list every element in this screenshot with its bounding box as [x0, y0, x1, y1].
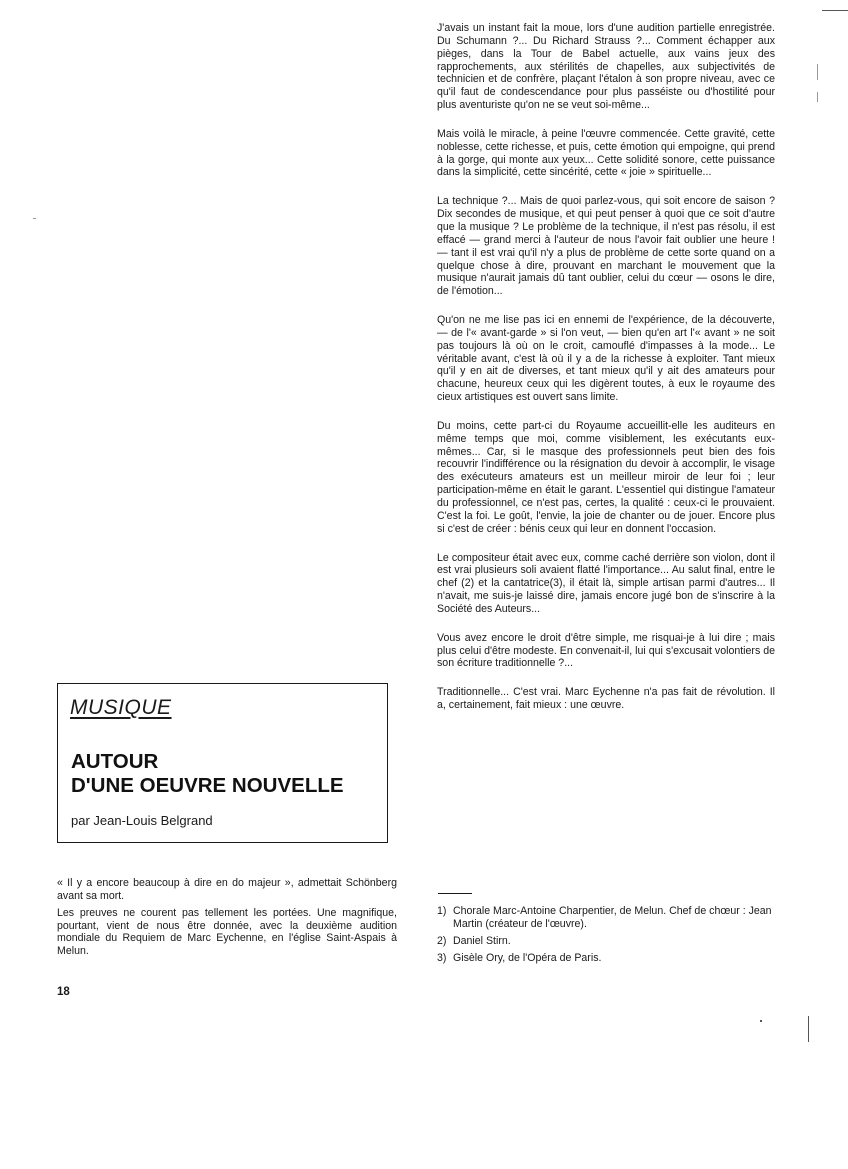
footnotes	[437, 905, 775, 968]
paragraph: Qu'on ne me lise pas ici en ennemi de l'expérience, de la découverte, — de l'« avant-garde » si l'on veut, — bien qu'en art l'« avant » ne soit pas toujours là où on le croit, camouflé d'impasses à la mode... Le véritable avant, c'est là où il y a de la richesse à exploiter. Tant mieux qu'il y en ait de diverses, et tant mieux qu'il y ait des amateurs pour chacune, heureux ceux qui les digèrent toutes, à eux le royaume des cieux artistiques est ouvert sans limite.	[437, 314, 775, 404]
paragraph: J'avais un instant fait la moue, lors d'une audition partielle enregistrée. Du Schumann ?... Du Richard Strauss ?... Comment échapper aux pièges, dans la Tour de Babel actuelle, aux vains jeux des rapprochements, aux stérilités de chapelles, aux subjectivités de technicien et de confrère, plaçant l'étalon à son propre niveau, avec ce qu'il faut de condescendance pour plus passéiste ou d'hostilité pour plus aventuriste qu'on ne se veut soi-même...	[437, 22, 775, 112]
footnote	[437, 935, 775, 948]
footnote-number: 3)	[437, 951, 447, 964]
scan-mark	[817, 92, 818, 102]
page-number: 18	[57, 986, 70, 998]
footnote	[437, 952, 775, 965]
scan-mark	[822, 10, 848, 11]
scan-mark	[33, 218, 36, 219]
footnote-number: 1)	[437, 905, 447, 917]
paragraph: Du moins, cette part-ci du Royaume accueillit-elle les auditeurs en même temps que moi, comme visiblement, les exécutants eux-mêmes... Car, si le masque des professionnels peut bien des fois recouvrir l'indifférence ou la résignation du devoir à accomplir, le visage des exécuteurs amateurs est un meilleur miroir de leur foi ; leur participation-même en était le garant. L'essentiel qui distingue l'amateur du professionnel, ce n'est pas, certes, la qualité : ceux-ci le prouvaient. C'est la foi. Le goût, l'envie, la joie de chanter ou de jouer. Encore plus si c'est de créer : bénis ceux qui leur en donnent l'occasion.	[437, 419, 775, 535]
paragraph: Les preuves ne courent pas tellement les portées. Une magnifique, pourtant, vient de nous être donnée, avec la deuxième audition mondiale du Requiem de Marc Eychenne, en l'église Saint-Aspais à Melun.	[57, 906, 397, 958]
paragraph: La technique ?... Mais de quoi parlez-vous, qui soit encore de saison ? Dix secondes de musique, et qui peut penser à quoi que ce soit d'autre que la musique ? Le problème de la technique, il n'est pas résolu, il est effacé — grand merci à l'auteur de nous l'avoir fait oublier une heure ! — tant il est vrai qu'il n'y a plus de problème de cette sorte quand on a quelque chose à dire, prouvant en marchant le mouvement que la musique n'aurait jamais dû tant oublier, celui du cœur — osons le dire, de l'émotion...	[437, 195, 775, 298]
paragraph: Vous avez encore le droit d'être simple, me risquai-je à lui dire ; mais plus celui d'être modeste. En convenait-il, lui qui s'excusait volontiers de son écriture traditionnelle ?...	[437, 631, 775, 670]
headline-line: AUTOUR	[71, 750, 159, 773]
article-title-box	[57, 683, 388, 843]
paragraph: Le compositeur était avec eux, comme caché derrière son violon, dont il est vrai plusieurs soli avaient flatté l'importance... Au salut final, entre le chef (2) et la cantatrice(3), il était là, simple artisan parmi d'autres... Il n'avait, me suis-je laissé dire, jamais encore jugé bon de s'inscrire à la Société des Auteurs...	[437, 551, 775, 615]
paragraph: Mais voilà le miracle, à peine l'œuvre commencée. Cette gravité, cette noblesse, cette richesse, et puis, cette émotion qui empoigne, qui prend à la gorge, qui monte aux yeux... Cette solidité sonore, cette puissance dans la simplicité, cette sincérité, cette « joie » spirituelle...	[437, 127, 775, 179]
right-column	[437, 22, 775, 728]
section-label: MUSIQUE	[70, 696, 172, 719]
article-headline	[71, 750, 344, 798]
footnote	[437, 905, 775, 931]
left-column	[57, 877, 397, 962]
footnote-text: Gisèle Ory, de l'Opéra de Paris.	[453, 951, 602, 964]
headline-line: D'UNE OEUVRE NOUVELLE	[71, 774, 344, 797]
footnote-text: Chorale Marc-Antoine Charpentier, de Melun. Chef de chœur : Jean Martin (créateur de l'œuvre).	[453, 905, 772, 930]
footnote-number: 2)	[437, 934, 447, 947]
footnote-divider	[438, 893, 472, 894]
byline: par Jean-Louis Belgrand	[71, 813, 213, 828]
paragraph: « Il y a encore beaucoup à dire en do majeur », admettait Schönberg avant sa mort.	[57, 877, 397, 902]
footnote-text: Daniel Stirn.	[453, 934, 511, 947]
scan-mark	[760, 1020, 762, 1022]
scan-mark	[817, 64, 818, 80]
paragraph: Traditionnelle... C'est vrai. Marc Eychenne n'a pas fait de révolution. Il a, certainement, fait mieux : une œuvre.	[437, 686, 775, 712]
scan-mark	[808, 1016, 809, 1042]
